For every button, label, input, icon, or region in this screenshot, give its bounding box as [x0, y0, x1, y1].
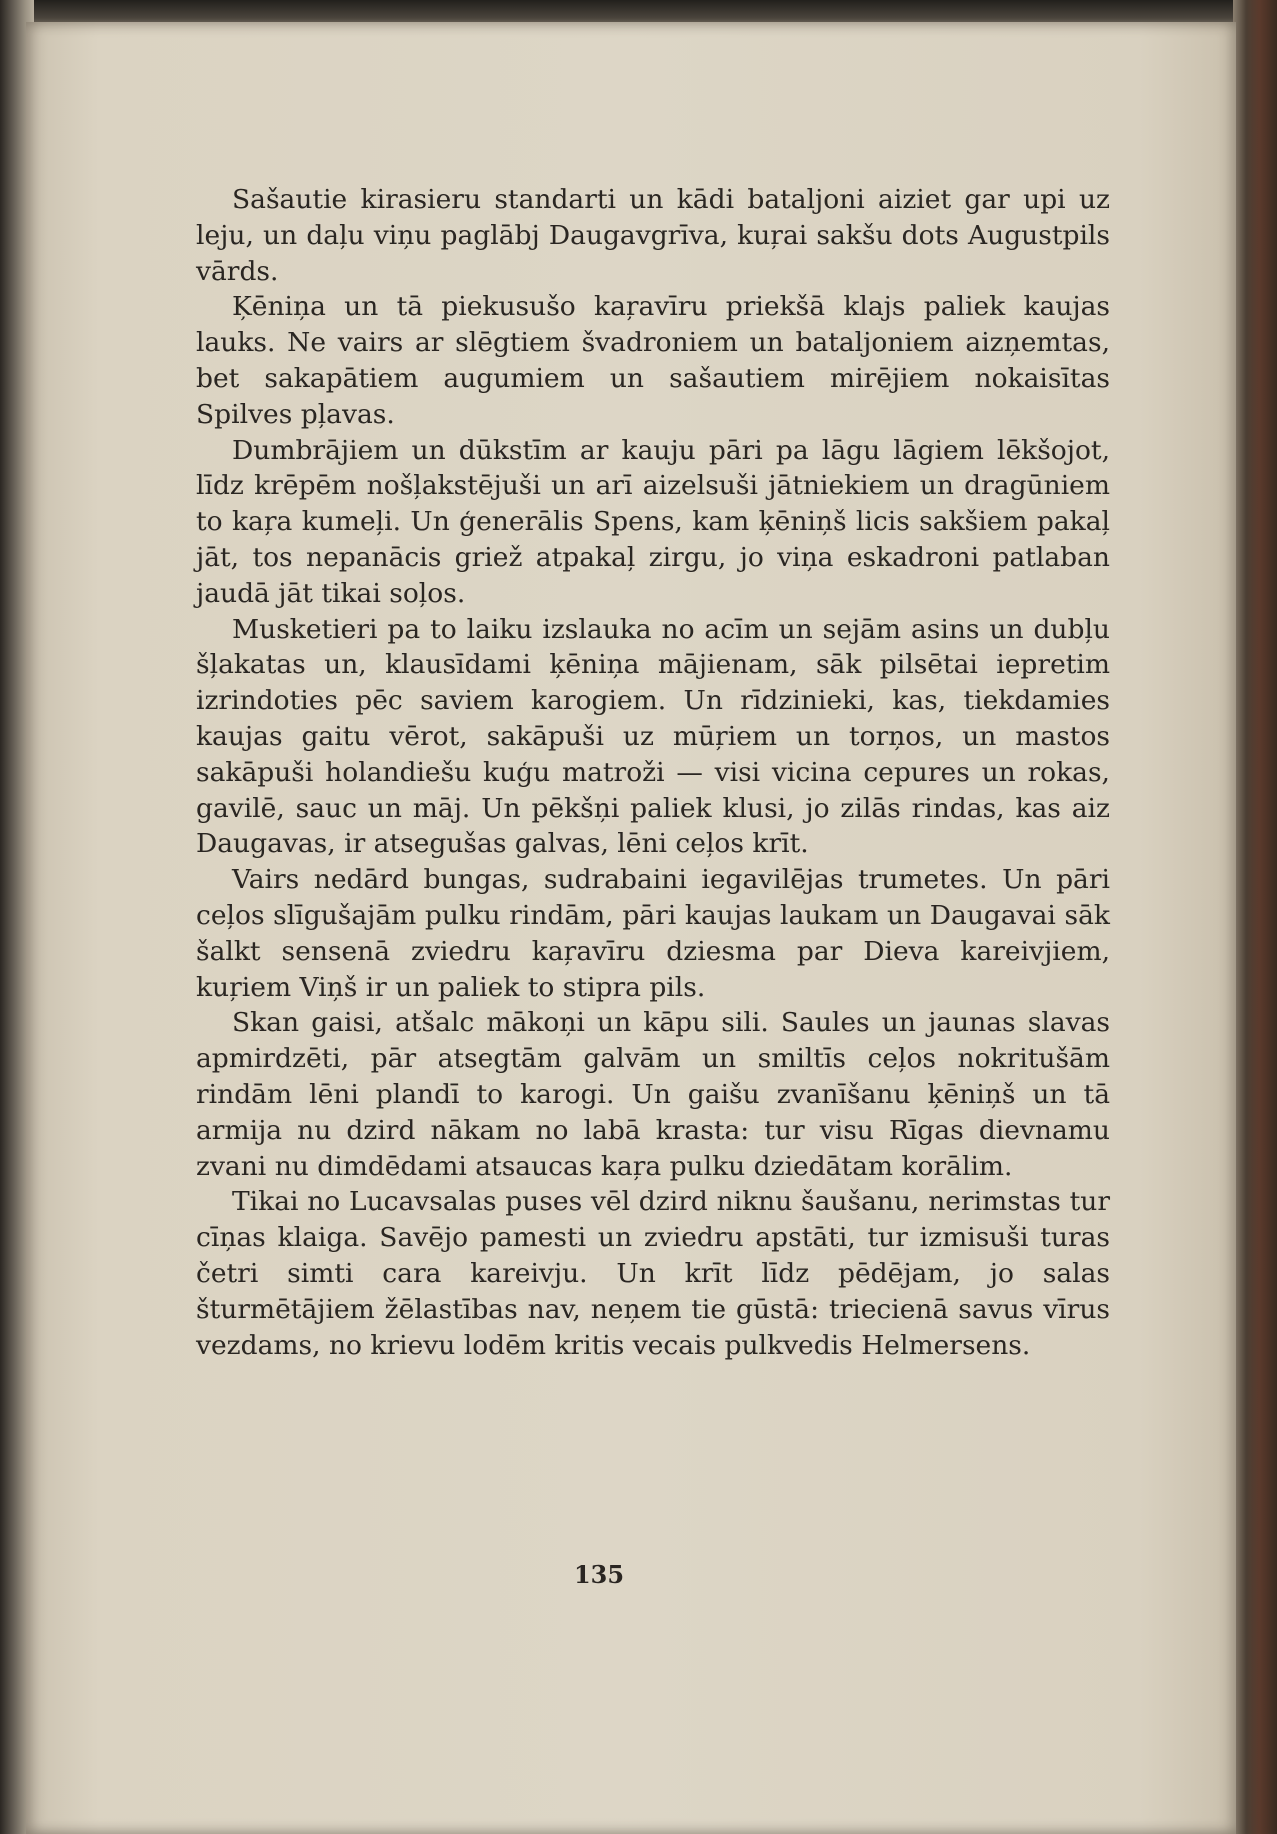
- paragraph: Dumbrājiem un dūkstīm ar kauju pāri pa lāgu lāgiem lēkšojot, līdz krēpēm nošļakstējuši un arī aizelsuši jātniekiem un dragūniem to kaŗa kumeļi. Un ģenerālis Spens, kam ķēniņš licis sakšiem pakaļ jāt, tos nepanācis griež atpakaļ zirgu, jo viņa eskadroni patlaban jaudā jāt tikai soļos.: [196, 434, 1110, 609]
- page-number: 135: [573, 1560, 625, 1589]
- paragraph: Skan gaisi, atšalc mākoņi un kāpu sili. Saules un jaunas slavas apmirdzēti, pār atsegtām galvām un smiltīs ceļos nokritušām rindām lēni plandī to karogi. Un gaišu zvanīšanu ķēniņš un tā armija nu dzird nākam no labā krasta: tur visu Rīgas dievnamu zvani nu dimdēdami atsaucas kaŗa pulku dziedātam korālim.: [196, 1007, 1110, 1182]
- page-number-container: [26, 1560, 1236, 1589]
- paragraph: Vairs nedārd bungas, sudrabaini iegavilējas trumetes. Un pāri ceļos slīgušajām pulku rindām, pāri kaujas laukam un Daugavai sāk šalkt sensenā zviedru kaŗavīru dziesma par Dieva kareivjiem, kuŗiem Viņš ir un paliek to stipra pils.: [196, 864, 1110, 1003]
- book-page: [26, 22, 1236, 1834]
- book-cover-edge: [1233, 0, 1277, 1834]
- paragraph: Musketieri pa to laiku izslauka no acīm un sejām asins un dubļu šļakatas un, klausīdami ķēniņa mājienam, sāk pilsētai iepretim izrindoties pēc saviem karogiem. Un rīdzinieki, kas, tiekdamies kaujas gaitu vērot, sakāpuši uz mūŗiem un torņos, un mastos sakāpuši holandiešu kuģu matroži — visi vicina cepures un rokas, gavilē, sauc un māj. Un pēkšņi paliek klusi, jo zilās rindas, kas aiz Daugavas, ir atsegušas galvas, lēni ceļos krīt.: [196, 613, 1110, 860]
- paragraph: Sašautie kirasieru standarti un kādi bataljoni aiziet gar upi uz leju, un daļu viņu paglābj Daugavgrīva, kuŗai sakšu dots Augustpils vārds.: [196, 184, 1110, 287]
- page-text: [196, 182, 1110, 1363]
- paragraph: Ķēniņa un tā piekusušo kaŗavīru priekšā klajs paliek kaujas lauks. Ne vairs ar slēgtiem švadroniem un bataljoniem aizņemtas, bet sakapātiem augumiem un sašautiem mirējiem nokaisītas Spilves pļavas.: [196, 291, 1110, 430]
- paragraph: Tikai no Lucavsalas puses vēl dzird niknu šaušanu, nerimstas tur cīņas klaiga. Savējo pamesti un zviedru apstāti, tur izmisuši turas četri simti cara kareivju. Un krīt līdz pēdējam, jo salas šturmētājiem žēlastības nav, neņem tie gūstā: triecienā savus vīrus vezdams, no krievu lodēm kritis vecais pulkvedis Helmersens.: [196, 1186, 1110, 1361]
